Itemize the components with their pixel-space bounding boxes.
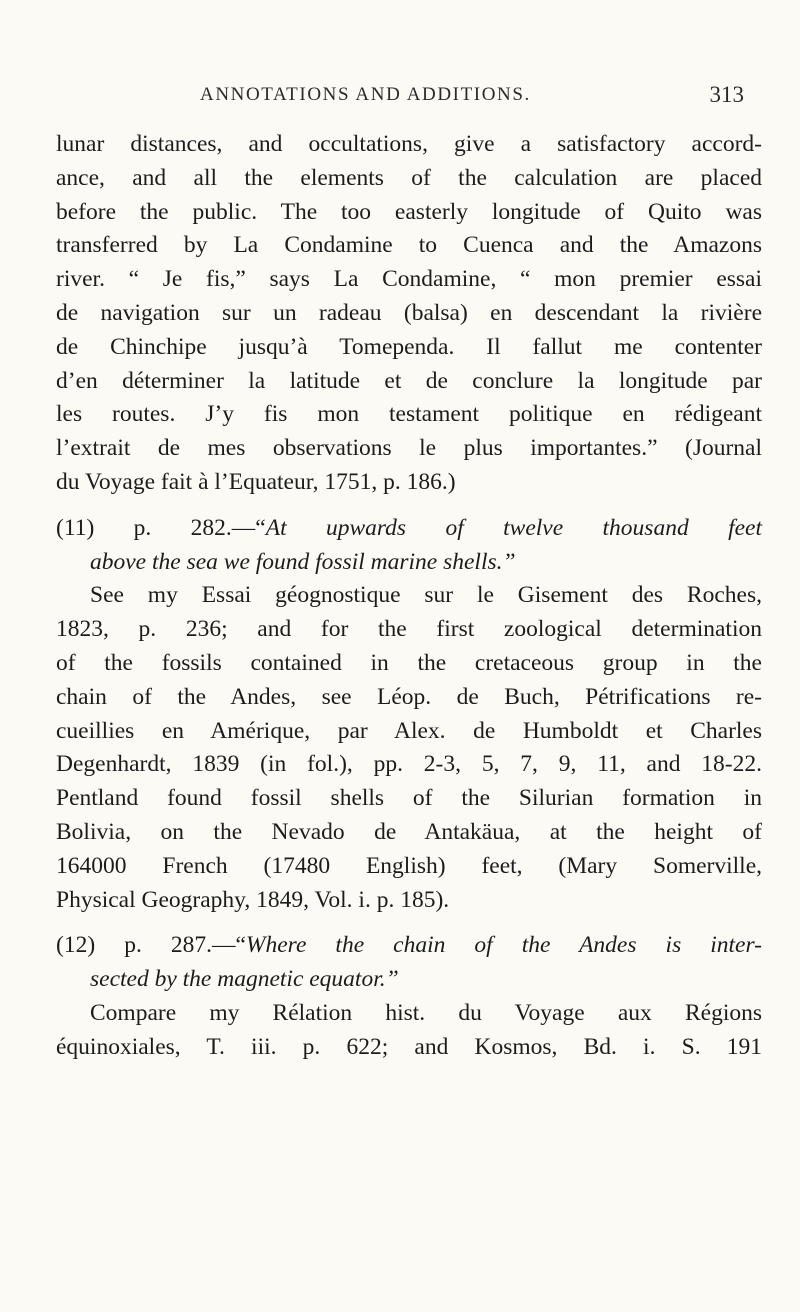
note-12-heading [56,929,762,963]
text-line: ance, and all the elements of the calculation are placed [56,164,762,191]
text-line: 164000 French (17480 English) feet, (Mary Somerville, [56,852,762,879]
text-line: d’en déterminer la latitude et de conclure la longitude par [56,367,762,394]
text-line: les routes. J’y fis mon testament politique en rédigeant [56,401,762,428]
text-line: 1823, p. 236; and for the first zoological determination [56,616,762,643]
text-line: river. “ Je fis,” says La Condamine, “ mon premier essai [56,266,762,293]
body-text [56,128,762,1065]
note-12-quote: Where the chain of the Andes is inter- [245,932,762,959]
text-line: de navigation sur un radeau (balsa) en descendant la rivière [56,299,762,326]
note-12-quote-continued: sected by the magnetic equator.” [90,966,399,993]
note-12-label: (12) p. 287.—“ [56,932,246,959]
text-line: See my Essai géognostique sur le Gisement des Roches, [90,582,762,609]
text-line: transferred by La Condamine to Cuenca and the Amazons [56,232,762,259]
text-line: équinoxiales, T. iii. p. 622; and Kosmos, Bd. i. S. 191 [56,1033,762,1060]
running-title: ANNOTATIONS AND ADDITIONS. [200,84,531,105]
text-line: Physical Geography, 1849, Vol. i. p. 185). [56,886,450,913]
text-line: de Chinchipe jusqu’à Tomependa. Il fallut me contenter [56,333,762,360]
note-11-quote: At upwards of twelve thousand feet [265,514,762,541]
text-line: of the fossils contained in the cretaceous group in the [56,649,762,676]
running-head [0,84,800,114]
text-line: before the public. The too easterly longitude of Quito was [56,198,762,225]
text-line: Pentland found fossil shells of the Silurian formation in [56,785,762,812]
text-line: du Voyage fait à l’Equateur, 1751, p. 186.) [56,468,456,495]
text-line: Bolivia, on the Nevado de Antakäua, at the height of [56,818,762,845]
text-line: Degenhardt, 1839 (in fol.), pp. 2-3, 5, 7, 9, 11, and 18-22. [56,751,762,778]
text-line: Compare my Rélation hist. du Voyage aux Régions [90,999,762,1026]
text-line: lunar distances, and occultations, give a satisfactory accord- [56,131,762,157]
text-line: l’extrait de mes observations le plus importantes.” (Journal [56,435,762,462]
note-11-quote-continued: above the sea we found fossil marine shells.” [90,548,516,575]
text-line: chain of the Andes, see Léop. de Buch, Pétrifications re- [56,683,762,710]
text-line: cueillies en Amérique, par Alex. de Humboldt et Charles [56,717,762,744]
note-11-label: (11) p. 282.—“ [56,514,266,541]
page-number: 313 [709,82,744,107]
note-11-heading [56,512,762,546]
